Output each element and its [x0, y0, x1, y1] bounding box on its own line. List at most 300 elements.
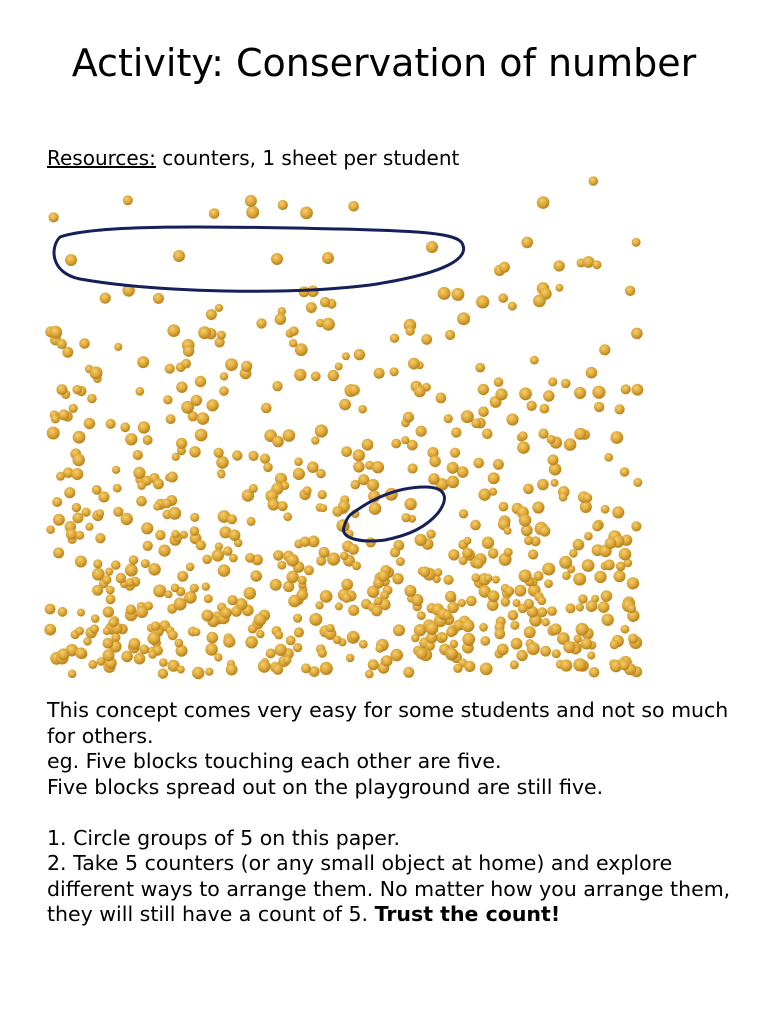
counter-dot	[533, 295, 546, 308]
counter-dot	[621, 625, 630, 634]
counter-dot	[272, 664, 283, 675]
counter-dot	[440, 633, 448, 641]
counter-dot	[348, 605, 359, 616]
counter-dot	[519, 514, 532, 527]
counter-dot	[368, 659, 379, 670]
counter-dot	[560, 659, 572, 671]
counter-dot	[342, 352, 350, 360]
counter-dot	[69, 404, 78, 413]
counter-dot	[592, 386, 605, 399]
counter-dot	[429, 456, 441, 468]
counter-dot	[72, 385, 81, 394]
counter-dot	[75, 531, 84, 540]
counter-dot	[332, 506, 343, 517]
counter-dot	[448, 549, 459, 560]
counter-dot	[286, 636, 296, 646]
counter-dot	[473, 458, 484, 469]
counter-dot	[216, 456, 229, 469]
counter-dot	[227, 514, 237, 524]
counter-dot	[426, 241, 438, 253]
counter-dot	[480, 636, 490, 646]
counter-dot	[272, 381, 282, 391]
counter-dot	[574, 387, 586, 399]
intro-text: This concept comes very easy for some students and not so much for others.	[47, 698, 729, 748]
counter-dot	[102, 575, 111, 584]
counter-dot	[44, 624, 56, 636]
counter-dot	[578, 594, 588, 604]
counter-dot	[167, 472, 178, 483]
counter-dot	[153, 584, 166, 597]
counter-dot	[614, 570, 626, 582]
counter-dot	[129, 555, 139, 565]
counter-dot	[202, 582, 210, 590]
counter-dot	[223, 636, 235, 648]
counter-dot	[57, 339, 67, 349]
counter-dot	[589, 176, 599, 186]
counter-dot	[341, 579, 353, 591]
counter-dot	[195, 376, 206, 387]
counter-dot	[537, 607, 547, 617]
counter-dot	[293, 614, 302, 623]
counter-dot	[64, 487, 75, 498]
counter-dot	[143, 541, 153, 551]
counter-dot	[408, 463, 418, 473]
counter-dot	[404, 498, 416, 510]
counter-dot	[488, 590, 500, 602]
counter-dot	[550, 623, 561, 634]
counter-dot	[45, 604, 56, 615]
counter-dot	[249, 484, 258, 493]
counter-dot	[587, 651, 595, 659]
counter-dot	[304, 565, 314, 575]
counter-dot	[573, 573, 586, 586]
counter-dot	[375, 644, 384, 653]
counter-dot	[105, 568, 113, 576]
counter-dot	[143, 435, 153, 445]
resources-text: counters, 1 sheet per student	[155, 146, 460, 170]
counter-dot	[450, 448, 460, 458]
counter-dot	[190, 513, 199, 522]
counter-dot	[369, 502, 382, 515]
counter-dot	[214, 448, 224, 458]
counter-dot	[540, 404, 550, 414]
counter-dot	[301, 663, 311, 673]
counter-dot	[405, 326, 414, 335]
step-1: 1. Circle groups of 5 on this paper.	[47, 825, 400, 850]
counter-dot	[480, 663, 493, 676]
counter-dot	[177, 666, 185, 674]
counter-dot	[506, 413, 518, 425]
counter-dot	[339, 399, 351, 411]
counter-dot	[278, 200, 288, 210]
counter-dot	[217, 331, 226, 340]
counter-dot	[602, 614, 614, 626]
counter-dot	[604, 559, 615, 570]
counter-dot	[65, 254, 77, 266]
counter-dot	[365, 670, 374, 679]
counter-dot	[559, 493, 568, 502]
counter-dot	[436, 393, 447, 404]
counter-dot	[544, 579, 553, 588]
counter-dot	[136, 496, 147, 507]
counter-dot	[205, 668, 213, 676]
counter-dot	[311, 371, 321, 381]
counter-dot	[627, 577, 639, 589]
step-2	[47, 851, 737, 928]
counter-dot	[206, 399, 218, 411]
counter-dot	[202, 555, 212, 565]
counter-dot	[318, 490, 327, 499]
counter-dot	[103, 649, 115, 661]
counter-dot	[466, 596, 477, 607]
instructions	[47, 698, 737, 928]
counter-dot	[91, 614, 100, 623]
counter-dot	[353, 449, 365, 461]
counter-dot	[411, 634, 420, 643]
counter-dot	[604, 453, 613, 462]
counter-dot	[217, 471, 225, 479]
counter-dot	[72, 503, 81, 512]
counter-dot	[227, 595, 237, 605]
counter-dot	[447, 476, 460, 489]
counter-dot	[125, 564, 138, 577]
counter-dot	[58, 409, 69, 420]
counter-dot	[392, 573, 403, 584]
counter-dot	[471, 573, 480, 582]
counter-dot	[492, 576, 500, 584]
counter-dot	[358, 405, 367, 414]
counter-dot	[537, 479, 549, 491]
counter-dot	[619, 548, 632, 561]
counter-dot	[103, 606, 114, 617]
counter-dot	[625, 286, 635, 296]
counter-dot	[359, 640, 368, 649]
counter-dot	[204, 594, 213, 603]
counter-dot	[174, 639, 183, 648]
counter-dot	[137, 481, 146, 490]
counter-dot	[108, 618, 118, 628]
counter-dot	[566, 603, 576, 613]
counter-dot	[478, 488, 490, 500]
counter-dot	[52, 497, 62, 507]
counter-dot	[527, 642, 540, 655]
counter-dot	[246, 206, 259, 219]
counter-dot	[129, 638, 141, 650]
counter-dot	[497, 644, 509, 656]
counter-dot	[75, 556, 87, 568]
counter-dot	[476, 295, 489, 308]
counter-dot	[137, 356, 149, 368]
counter-dot	[256, 318, 266, 328]
counter-dot	[574, 428, 586, 440]
counter-dot	[576, 623, 589, 636]
counter-dot	[98, 491, 109, 502]
counter-dot	[133, 467, 145, 479]
counter-dot	[85, 523, 93, 531]
counter-dot	[516, 650, 527, 661]
counter-dot	[561, 379, 571, 389]
counter-dot	[229, 529, 241, 541]
counter-dot	[68, 670, 77, 679]
counter-dot	[300, 537, 311, 548]
counter-dot	[277, 561, 286, 570]
counter-dot	[274, 630, 283, 639]
counter-dot	[283, 429, 296, 442]
counter-dot	[333, 636, 342, 645]
counter-dot	[341, 446, 352, 457]
counter-dot	[93, 559, 102, 568]
counter-dot	[488, 548, 499, 559]
counter-dot	[390, 649, 403, 662]
counter-dot	[261, 403, 272, 414]
counter-dot	[445, 330, 455, 340]
counter-dot	[254, 613, 267, 626]
counter-dot	[113, 507, 123, 517]
counter-dot	[573, 539, 585, 551]
counter-dot	[190, 584, 199, 593]
counter-dot	[123, 195, 133, 205]
counter-dot	[87, 394, 97, 404]
counter-dot	[445, 591, 456, 602]
counter-dot	[214, 653, 222, 661]
counter-dot	[171, 584, 180, 593]
counter-dot	[504, 527, 512, 535]
counter-dot	[482, 429, 493, 440]
counter-dot	[352, 561, 361, 570]
counter-dot	[479, 623, 488, 632]
counter-dot	[495, 388, 507, 400]
counter-dot	[462, 633, 475, 646]
counter-dot	[106, 594, 116, 604]
counter-dot	[247, 517, 256, 526]
counter-dot	[207, 632, 219, 644]
counter-dot	[306, 302, 317, 313]
counter-dot	[49, 326, 62, 339]
counter-dot	[100, 293, 111, 304]
counter-dot	[548, 454, 559, 465]
counter-dot	[438, 287, 451, 300]
counter-dot	[521, 237, 533, 249]
counter-dot	[53, 547, 64, 558]
counter-dot	[77, 609, 85, 617]
counter-dot	[451, 427, 461, 437]
counter-dot	[134, 653, 146, 665]
counter-dot	[319, 547, 330, 558]
counter-dot	[260, 454, 270, 464]
counter-dot	[309, 613, 322, 626]
counter-dot	[340, 552, 349, 561]
counter-dot	[599, 344, 610, 355]
counter-dot	[245, 553, 255, 563]
counter-dot	[315, 424, 328, 437]
counter-dot	[564, 438, 577, 451]
counter-dot	[484, 574, 492, 582]
counter-dot	[532, 501, 544, 513]
counter-dot	[163, 395, 172, 404]
counter-dot	[620, 467, 630, 477]
counter-dot	[351, 480, 361, 490]
counter-dot	[530, 356, 539, 365]
counter-dot	[90, 624, 99, 633]
counter-dot	[75, 627, 84, 636]
counter-dot	[192, 667, 204, 679]
counter-dot	[601, 505, 610, 514]
counter-dot	[514, 585, 526, 597]
counter-dot	[72, 454, 85, 467]
counter-dot	[158, 545, 170, 557]
counter-dot	[173, 250, 185, 262]
counter-dot	[226, 664, 238, 676]
counter-dot	[342, 593, 352, 603]
counter-dot	[574, 635, 582, 643]
counter-dot	[112, 466, 120, 474]
counter-dot	[256, 630, 264, 638]
counter-dot	[482, 537, 494, 549]
counter-dot	[275, 644, 287, 656]
counter-dot	[266, 648, 276, 658]
counter-dot	[319, 504, 327, 512]
counter-dot	[462, 619, 475, 632]
counter-dot	[126, 578, 135, 587]
counter-dot	[470, 520, 481, 531]
counter-dot	[162, 499, 172, 509]
counter-dot	[244, 587, 257, 600]
counter-dot	[390, 547, 400, 557]
counter-dot	[283, 656, 292, 665]
counter-dot	[133, 450, 143, 460]
counter-dot	[79, 338, 90, 349]
counter-dot	[71, 468, 83, 480]
counter-dot	[417, 611, 426, 620]
circled-group-top	[54, 227, 464, 291]
counter-dot	[473, 558, 484, 569]
counter-dot	[212, 549, 224, 561]
counter-dot	[499, 262, 510, 273]
counter-dot	[403, 412, 414, 423]
counter-dot	[191, 395, 202, 406]
counter-dot	[524, 626, 536, 638]
counter-dot	[53, 514, 65, 526]
counter-dot	[562, 571, 571, 580]
counter-dot	[371, 605, 382, 616]
counter-dot	[372, 461, 384, 473]
counter-dot	[148, 563, 161, 576]
counter-dot	[223, 546, 233, 556]
counter-dot	[56, 384, 67, 395]
counter-dot	[612, 506, 624, 518]
counter-dot	[501, 597, 511, 607]
counter-dot	[551, 479, 559, 487]
counter-dot	[464, 661, 475, 672]
counter-dot	[519, 569, 532, 582]
counter-dot	[528, 549, 538, 559]
counter-dot	[95, 533, 105, 543]
counter-dots	[44, 176, 643, 679]
counter-dot	[508, 302, 517, 311]
counter-dot	[416, 648, 428, 660]
counter-dot	[576, 603, 584, 611]
counter-dot	[391, 439, 401, 449]
counter-dot	[311, 436, 319, 444]
counter-dot	[271, 253, 283, 265]
counter-dot	[415, 534, 427, 546]
example-text-2: Five blocks spread out on the playground are still five.	[47, 774, 604, 799]
counter-dot	[555, 284, 563, 292]
counter-dot	[139, 644, 149, 654]
counter-dot	[362, 439, 374, 451]
counter-dot	[621, 384, 631, 394]
counter-dot	[414, 386, 426, 398]
counter-dot	[401, 513, 410, 522]
counter-dot	[195, 429, 208, 442]
counter-dot	[138, 421, 150, 433]
counter-dot	[631, 521, 641, 531]
counter-dot	[499, 502, 509, 512]
counter-dot	[92, 585, 103, 596]
counter-dot	[408, 358, 420, 370]
counter-dot	[581, 638, 593, 650]
counter-dot	[434, 568, 442, 576]
counter-dot	[586, 367, 598, 379]
counter-dot	[125, 433, 137, 445]
counter-dot	[584, 532, 593, 541]
counter-dot	[300, 207, 313, 220]
counter-dot	[320, 590, 333, 603]
counter-dot	[586, 600, 598, 612]
counter-dot	[610, 640, 619, 649]
counter-dot	[393, 624, 405, 636]
counter-dot	[245, 636, 258, 649]
counter-dot	[176, 438, 187, 449]
counter-dot	[539, 526, 550, 537]
counter-dot	[135, 387, 144, 396]
counter-dot	[547, 435, 556, 444]
counter-dot	[258, 660, 271, 673]
counter-dot	[151, 621, 161, 631]
counter-dot	[58, 648, 70, 660]
counter-dot	[537, 196, 550, 209]
counter-dot	[225, 358, 238, 371]
counter-dot	[580, 501, 592, 513]
counter-dot	[583, 256, 595, 268]
counter-dot	[416, 426, 427, 437]
counter-dot	[172, 453, 180, 461]
counter-dot	[538, 429, 548, 439]
counter-dot	[120, 422, 130, 432]
counter-dot	[537, 596, 546, 605]
counter-dot	[141, 559, 150, 568]
counter-dot	[218, 564, 231, 577]
counter-dot	[103, 638, 114, 649]
counter-dot	[569, 549, 578, 558]
counter-dot	[582, 559, 595, 572]
counter-dot	[116, 573, 127, 584]
counter-dot	[231, 606, 242, 617]
counter-dot	[181, 359, 191, 369]
counter-dot	[335, 602, 343, 610]
counter-dot	[390, 334, 399, 343]
counter-dot	[165, 590, 173, 598]
counter-dot	[542, 563, 555, 576]
counter-dot	[293, 468, 305, 480]
counter-dot	[367, 479, 379, 491]
counter-dot	[220, 607, 231, 618]
counter-dot	[241, 361, 252, 372]
counter-dot	[396, 557, 405, 566]
counter-dot	[278, 501, 288, 511]
counter-dot	[114, 343, 122, 351]
counter-dot	[378, 570, 389, 581]
